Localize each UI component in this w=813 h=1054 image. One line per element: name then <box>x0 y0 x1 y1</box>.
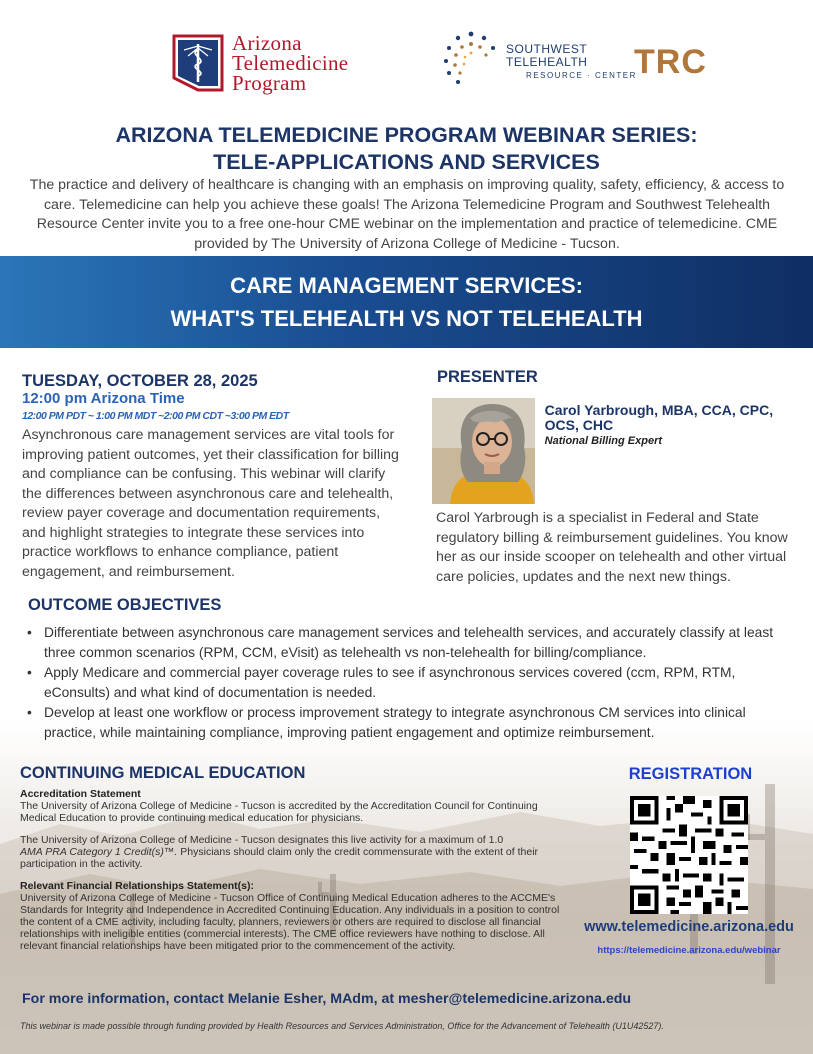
trc-logo-wordmark: TRC <box>634 43 707 81</box>
registration-url[interactable]: www.telemedicine.arizona.edu <box>584 919 794 935</box>
list-item: • Develop at least one workflow or process improvement strategy to integrate asynchronous CM services into clinical practice, while maintaining compliance, improving patient engagement and optimize reimbursement. <box>22 703 798 742</box>
cme-section <box>20 764 560 952</box>
registration-link[interactable]: https://telemedicine.arizona.edu/webinar <box>597 945 781 956</box>
topic-banner <box>0 256 813 348</box>
outcome-objectives <box>28 596 798 743</box>
intro-paragraph: The practice and delivery of healthcare is changing with an emphasis on improving quality, safety, efficiency, & access to care. Telemedicine can help you achieve these goals! The Arizona Telemedicine Program and Southwest Telehealth Resource Center invite you to a free one-hour CME webinar on the implementation and practice of telemedicine. CME provided by The University of Arizona College of Medicine - Tucson. <box>29 177 785 252</box>
qr-code[interactable] <box>630 796 748 914</box>
presenter-section <box>432 368 802 587</box>
registration-heading: REGISTRATION <box>628 765 753 783</box>
event-timezones: 12:00 PM PDT ~ 1:00 PM MDT ~2:00 PM CDT ~3:00 PM EDT <box>22 410 289 422</box>
designation-statement <box>20 834 560 870</box>
atp-logo-line3: Program <box>232 71 307 95</box>
event-details <box>22 372 402 582</box>
qr-code-icon <box>630 796 748 914</box>
financial-heading: Relevant Financial Relationships Statement(s): <box>20 880 254 892</box>
financial-text: University of Arizona College of Medicine - Tucson Office of Continuing Medical Education adheres to the ACCME's Standards for Integrity and Independence in Accredited Continuing Education. Any individuals in a position to control the content of a CME activity, including faculty, planners, reviewers or others are required to disclose all financial relationships with ineligible entities (commercial interests). The CME office reviewers have nothing to disclose. All relevant financial relationships have been mitigated prior to the commencement of the activity. <box>20 892 560 952</box>
contact-info: For more information, contact Melanie Esher, MAdm, at mesher@telemedicine.arizona.edu <box>22 991 632 1007</box>
objectives-list <box>22 623 798 742</box>
trc-logo-line1: SOUTHWEST <box>506 42 588 56</box>
atp-logo-line1: Arizona <box>232 31 302 55</box>
presenter-portrait-graphic <box>432 398 535 504</box>
arizona-state-icon <box>170 32 226 94</box>
trc-logo-subtitle: RESOURCE · CENTER <box>526 71 637 80</box>
accreditation-text: The University of Arizona College of Medicine - Tucson is accredited by the Accreditation Council for Continuing Medical Education to provide continuing medical education for physicians. <box>20 800 538 824</box>
designation-text-end: Physicians should claim only the credit commensurate with the extent of their participation in the activity. <box>20 846 539 870</box>
title-line2: TELE-APPLICATIONS AND SERVICES <box>213 150 600 174</box>
event-description: Asynchronous care management services are vital tools for improving patient outcomes, yet their classification for billing and compliance can be confusing. This webinar will clarify the differences between asynchronous care and telehealth, review payer coverage and documentation requirements, and highlight strategies to integrate these services into practice workflows to enhance compliance, patient engagement, and reimbursement. <box>22 427 399 580</box>
registration-section <box>575 765 803 956</box>
banner-line2: WHAT'S TELEHEALTH VS NOT TELEHEALTH <box>170 306 643 331</box>
title-line1: ARIZONA TELEMEDICINE PROGRAM WEBINAR SERIES: <box>115 123 698 147</box>
list-item: • Apply Medicare and commercial payer coverage rules to see if asynchronous services covered (ccm, RPM, RTM, eConsults) and what kind of documentation is needed. <box>22 663 798 702</box>
southwest-trc-logo <box>440 28 726 90</box>
presenter-bio: Carol Yarbrough is a specialist in Federal and State regulatory billing & reimbursement guidelines. You know her as our inside scooper on telehealth and other virtual care policies, updates and the next new things. <box>436 510 788 585</box>
objectives-heading: OUTCOME OBJECTIVES <box>28 596 222 614</box>
list-item: • Differentiate between asynchronous care management services and telehealth services, and accurately classify at least three common scenarios (RPM, CCM, eVisit) as telehealth vs non-telehealth for billing/compliance. <box>22 623 798 662</box>
presenter-title: National Billing Expert <box>544 435 663 447</box>
funding-footer: This webinar is made possible through funding provided by Health Resources and Services Administration, Office for the Advancement of Telehealth (U1U42527). <box>20 1021 664 1031</box>
atp-logo-line2: Telemedicine <box>232 51 349 75</box>
presenter-heading: PRESENTER <box>437 368 538 386</box>
banner-line1: CARE MANAGEMENT SERVICES: <box>230 273 583 298</box>
event-date: TUESDAY, OCTOBER 28, 2025 <box>22 372 258 390</box>
event-time: 12:00 pm Arizona Time <box>22 390 185 407</box>
designation-credit: AMA PRA Category 1 Credit(s)™. <box>20 846 178 858</box>
trc-logo-line2: TELEHEALTH <box>506 55 588 69</box>
accreditation-heading: Accreditation Statement <box>20 788 141 800</box>
designation-text: The University of Arizona College of Medicine - Tucson designates this live activity for a maximum of 1.0 <box>20 834 504 846</box>
cme-heading: CONTINUING MEDICAL EDUCATION <box>20 764 306 782</box>
sunburst-icon <box>440 28 502 90</box>
arizona-telemedicine-program-logo <box>170 32 348 94</box>
header-logos <box>0 28 813 108</box>
presenter-photo <box>432 398 535 504</box>
presenter-name: Carol Yarbrough, MBA, CCA, CPC, OCS, CHC <box>544 402 774 433</box>
page-title <box>0 122 813 176</box>
